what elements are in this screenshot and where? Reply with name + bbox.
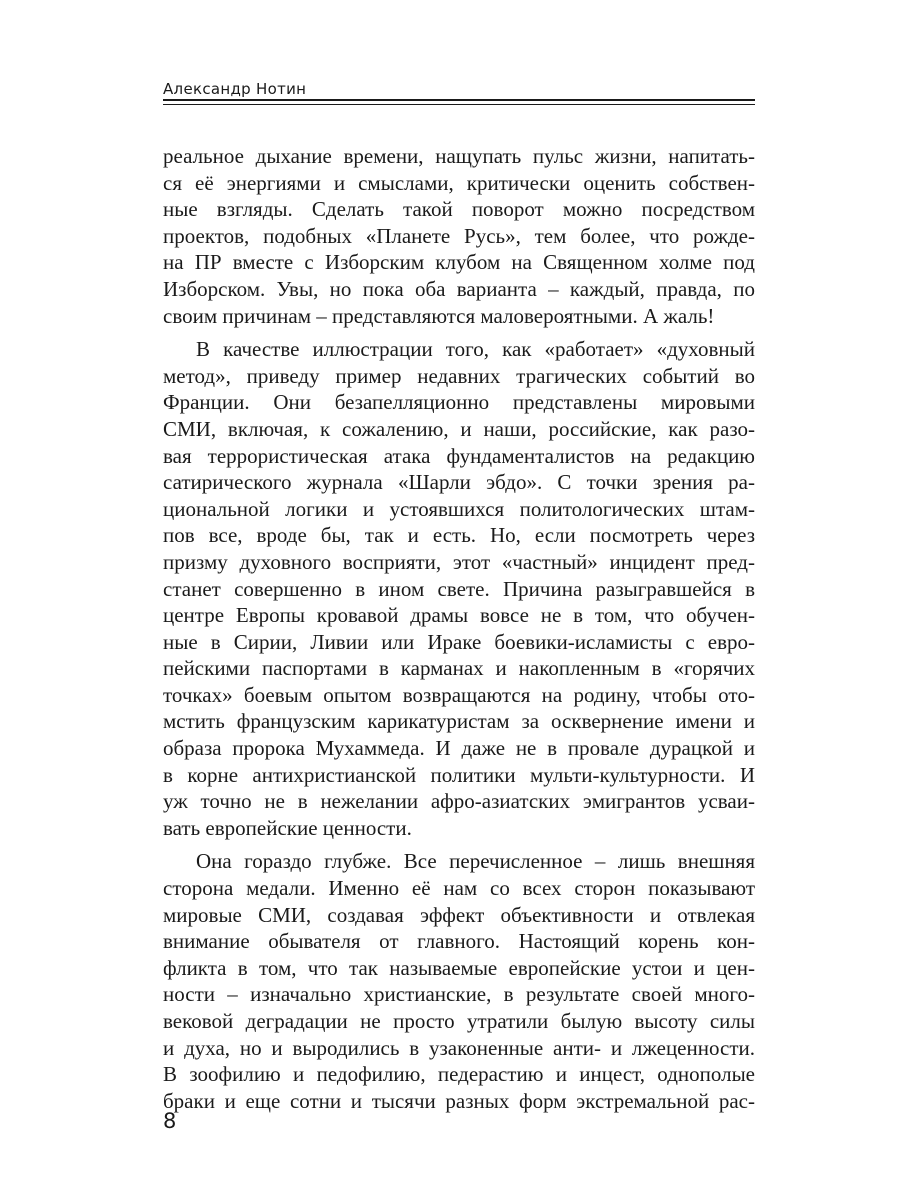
text-line: станет совершенно в ином свете. Причина разыгравшейся в bbox=[163, 576, 755, 601]
text-line: реальное дыхание времени, нащупать пульс жизни, напитать- bbox=[163, 144, 755, 168]
paragraph bbox=[163, 336, 755, 841]
text-line: точках» боевым опытом возвращаются на родину, чтобы отo- bbox=[163, 682, 755, 707]
text-line: метод», приведу пример недавних трагических событий во bbox=[163, 363, 755, 388]
text-line: мировые СМИ, создавая эффект объективности и отвлекая bbox=[163, 902, 755, 927]
text-line: СМИ, включая, к сожалению, и наши, российские, как разо- bbox=[163, 416, 755, 441]
text-line: ные в Сирии, Ливии или Ираке боевики-исламисты с евро- bbox=[163, 629, 755, 654]
text-line: в корне антихристианской политики мульти-культурности. И bbox=[163, 762, 755, 787]
header-rule-thick bbox=[163, 99, 755, 101]
text-line: циональной логики и устоявшихся политологических штам- bbox=[163, 496, 755, 521]
text-line: призму духовного восприяти, этот «частный» инцидент пред- bbox=[163, 549, 755, 574]
text-line: мстить французским карикатуристам за осквернение имени и bbox=[163, 709, 755, 734]
text-line: сторона медали. Именно её нам со всех сторон показывают bbox=[163, 876, 755, 901]
text-line: Она гораздо глубже. Все перечисленное – лишь внешняя bbox=[196, 849, 755, 874]
header-rule-thin bbox=[163, 104, 755, 105]
paragraph bbox=[163, 848, 755, 1114]
text-line: своим причинам – представляются маловероятными. А жаль! bbox=[163, 303, 715, 328]
text-line: на ПР вместе с Изборским клубом на Священном холме под bbox=[163, 250, 755, 275]
text-line: сатирического журнала «Шарли эбдо». С точки зрения ра- bbox=[163, 470, 755, 495]
text-line: В зоофилию и педофилию, педерастию и инцест, однополые bbox=[163, 1062, 755, 1087]
text-line: пейскими паспортами в карманах и накопленным в «горячих bbox=[163, 656, 755, 681]
text-line: Изборском. Увы, но пока оба варианта – каждый, правда, по bbox=[163, 276, 755, 301]
page-number: 8 bbox=[163, 1109, 177, 1133]
text-line: центре Европы кровавой драмы вовсе не в том, что обучен- bbox=[163, 603, 755, 628]
text-body bbox=[163, 143, 755, 1114]
running-head: Александр Нотин bbox=[163, 80, 307, 98]
text-line: В качестве иллюстрации того, как «работает» «духовный bbox=[196, 337, 755, 362]
text-line: вать европейские ценности. bbox=[163, 815, 412, 840]
text-line: ные взгляды. Сделать такой поворот можно посредством bbox=[163, 197, 755, 222]
text-line: внимание обывателя от главного. Настоящий корень кон- bbox=[163, 929, 755, 954]
text-line: ся её энергиями и смыслами, критически оценить собствен- bbox=[163, 170, 755, 195]
paragraph bbox=[163, 143, 755, 329]
text-line: Франции. Они безапелляционно представлены мировыми bbox=[163, 390, 755, 415]
text-line: вая террористическая атака фундаменталистов на редакцию bbox=[163, 443, 755, 468]
text-line: вековой деградации не просто утратили былую высоту силы bbox=[163, 1009, 755, 1033]
text-line: образа пророка Мухаммеда. И даже не в провале дурацкой и bbox=[163, 736, 755, 761]
text-line: и духа, но и выродились в узаконенные анти- и лжеценности. bbox=[163, 1035, 755, 1060]
text-line: проектов, подобных «Планете Русь», тем более, что рожде- bbox=[163, 223, 755, 248]
text-line: пов все, вроде бы, так и есть. Но, если посмотреть через bbox=[163, 523, 755, 548]
text-line: уж точно не в нежелании афро-азиатских эмигрантов усваи- bbox=[163, 789, 755, 814]
text-line: ности – изначально христианские, в результате своей много- bbox=[163, 982, 755, 1007]
text-line: браки и еще сотни и тысячи разных форм экстремальной рас- bbox=[163, 1088, 755, 1113]
text-line: фликта в том, что так называемые европейские устои и цен- bbox=[163, 955, 755, 980]
